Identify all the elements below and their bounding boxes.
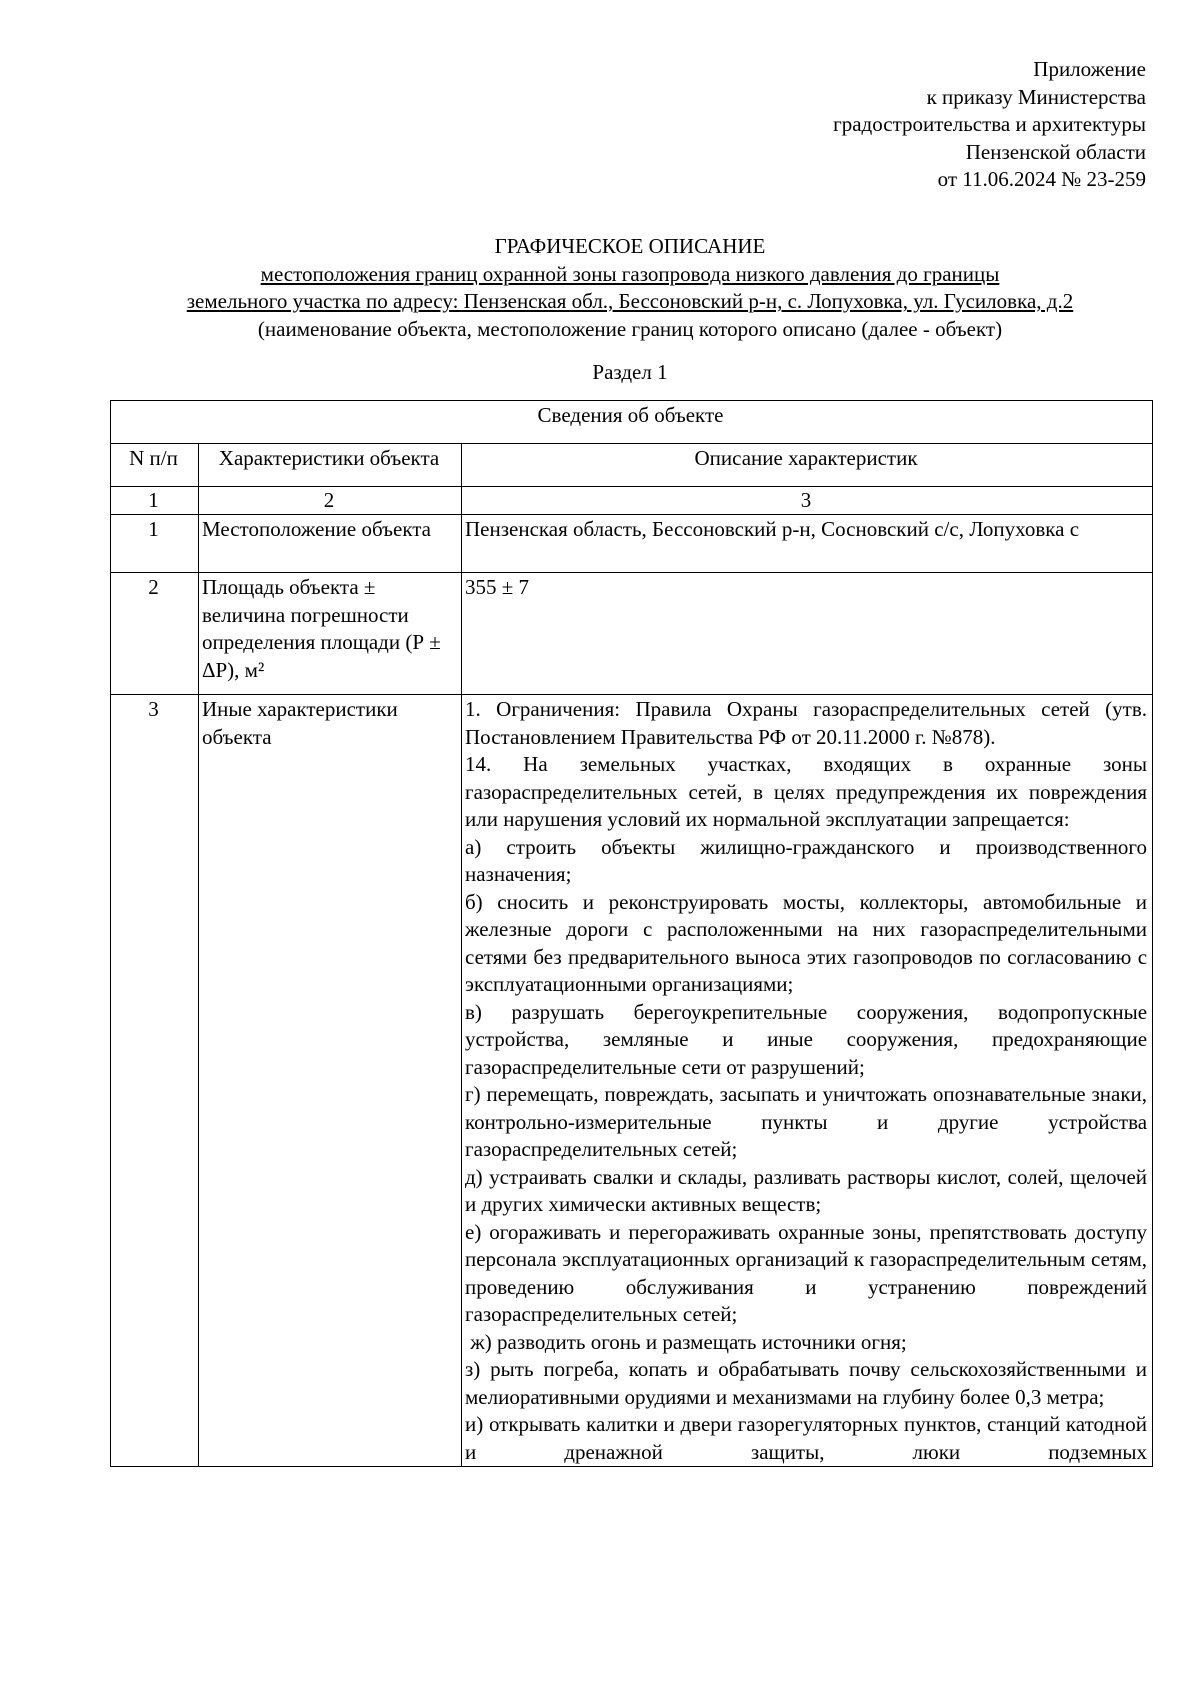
row-description bbox=[462, 695, 1153, 1467]
restriction-paragraph: 14. На земельных участках, входящих в охранные зоны газораспределительных сетей, в целях предупреждения их повреждения или нарушения условий их нормальной эксплуатации запрещается: bbox=[465, 752, 1148, 831]
column-header-description: Описание характеристик bbox=[462, 444, 1153, 487]
row-description: 355 ± 7 bbox=[462, 573, 1153, 695]
approval-line: Приложение bbox=[1033, 57, 1146, 81]
restriction-paragraph: е) огораживать и перегораживать охранные зоны, препятствовать доступу персонала эксплуатационных организаций к газораспределительным сетям, проведению обслуживания и устранению повреждений газораспределительных сетей; bbox=[465, 1219, 1148, 1326]
document-subtitle-note: (наименование объекта, местоположение границ которого описано (далее - объект) bbox=[257, 316, 1003, 341]
document-title: ГРАФИЧЕСКОЕ ОПИСАНИЕ bbox=[494, 234, 766, 258]
document-heading bbox=[0, 233, 1200, 343]
approval-block bbox=[833, 56, 1146, 194]
approval-line: градостроительства и архитектуры bbox=[833, 112, 1146, 136]
row-number: 1 bbox=[111, 515, 199, 573]
row-characteristic: Иные характеристики объекта bbox=[199, 695, 462, 1467]
column-header-number: N п/п bbox=[111, 444, 199, 487]
restriction-paragraph: а) строить объекты жилищно-гражданского и производственного назначения; bbox=[465, 834, 1148, 886]
row-number: 2 bbox=[111, 573, 199, 695]
document-subtitle-line: земельного участка по адресу: Пензенская обл., Бессоновский р-н, с. Лопуховка, ул. Гусиловка, д.2 bbox=[186, 289, 1074, 313]
restriction-paragraph: з) рыть погреба, копать и обрабатывать почву сельскохозяйственными и мелиоративными орудиями и механизмами на глубину более 0,3 метра; bbox=[465, 1357, 1148, 1409]
restriction-paragraph: 1. Ограничения: Правила Охраны газораспределительных сетей (утв. Постановлением Правительства РФ от 20.11.2000 г. №878). bbox=[465, 697, 1148, 749]
table-title: Сведения об объекте bbox=[111, 401, 1153, 444]
restriction-paragraph: и) открывать калитки и двери газорегуляторных пунктов, станций катодной и дренажной защиты, люки подземных bbox=[465, 1412, 1148, 1464]
column-number: 3 bbox=[462, 487, 1153, 515]
row-description: Пензенская область, Бессоновский р-н, Сосновский с/с, Лопуховка с bbox=[462, 515, 1153, 573]
row-number: 3 bbox=[111, 695, 199, 1467]
row-characteristic: Местоположение объекта bbox=[199, 515, 462, 573]
row-characteristic: Площадь объекта ± величина погрешности определения площади (Р ± ΔР), м² bbox=[199, 573, 462, 695]
approval-line: к приказу Министерства bbox=[926, 84, 1146, 109]
document-subtitle-line: местоположения границ охранной зоны газопровода низкого давления до границы bbox=[260, 261, 1000, 286]
column-header-characteristic: Характеристики объекта bbox=[199, 444, 462, 487]
restriction-paragraph: б) сносить и реконструировать мосты, коллекторы, автомобильные и железные дороги с расположенными на них газораспределительными сетями без предварительного выноса этих газопроводов по согласованию с эксплуатационными организациями; bbox=[465, 889, 1148, 996]
restriction-paragraph: д) устраивать свалки и склады, разливать растворы кислот, солей, щелочей и других химически активных веществ; bbox=[465, 1164, 1148, 1216]
restriction-paragraph: ж) разводить огонь и размещать источники огня; bbox=[465, 1329, 907, 1354]
approval-date: от 11.06.2024 № 23-259 bbox=[937, 167, 1146, 191]
restriction-paragraph: в) разрушать берегоукрепительные сооружения, водопропускные устройства, земляные и иные сооружения, предохраняющие газораспределительные сети от разрушений; bbox=[465, 999, 1148, 1079]
table-row bbox=[111, 695, 1153, 1467]
object-info-table bbox=[110, 400, 1153, 1467]
table-row bbox=[111, 515, 1153, 573]
column-number: 1 bbox=[111, 487, 199, 515]
restriction-paragraph: г) перемещать, повреждать, засыпать и уничтожать опознавательные знаки, контрольно-измерительные пункты и другие устройства газораспределительных сетей; bbox=[465, 1082, 1148, 1161]
column-number: 2 bbox=[199, 487, 462, 515]
approval-line: Пензенской области bbox=[965, 139, 1146, 164]
table-row bbox=[111, 573, 1153, 695]
section-label: Раздел 1 bbox=[592, 360, 668, 384]
